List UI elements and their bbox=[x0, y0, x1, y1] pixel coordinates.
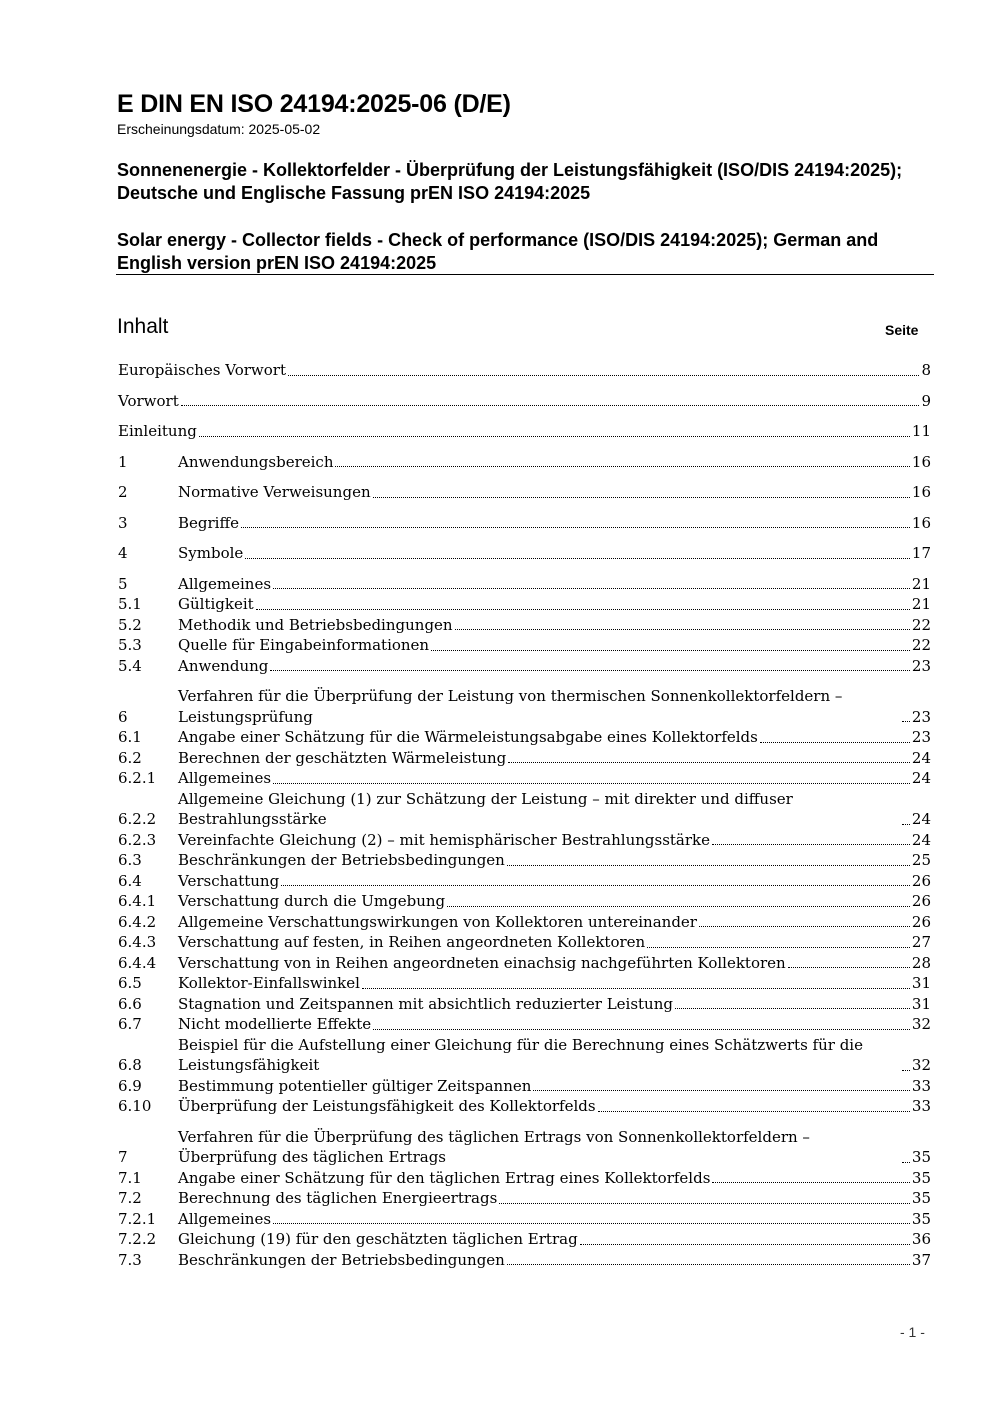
toc-dot-leader bbox=[270, 670, 910, 671]
toc-entry-page: 35 bbox=[911, 1148, 931, 1166]
toc-entry-number: 6.7 bbox=[118, 1015, 142, 1033]
toc-entry-title: Begriffe bbox=[178, 513, 240, 532]
toc-entry-page: 26 bbox=[911, 892, 931, 910]
toc-dot-leader bbox=[273, 1223, 910, 1224]
toc-dot-leader bbox=[760, 742, 910, 743]
toc-entry-title: Anwendung bbox=[178, 656, 269, 675]
toc-entry-title: Einleitung bbox=[118, 422, 197, 440]
toc-dot-leader bbox=[499, 1203, 910, 1204]
toc-entry-page: 35 bbox=[911, 1189, 931, 1207]
toc-entry[interactable] bbox=[118, 1096, 931, 1117]
toc-entry-number: 6.4.2 bbox=[118, 912, 157, 931]
toc-entry-title: Methodik und Betriebsbedingungen bbox=[178, 615, 453, 634]
toc-entry-page: 37 bbox=[911, 1250, 931, 1269]
toc-entry-number: 5.1 bbox=[118, 595, 142, 613]
toc-entry-page: 27 bbox=[911, 933, 931, 951]
toc-entry-number: 6.6 bbox=[118, 994, 142, 1013]
table-of-contents bbox=[118, 360, 931, 1270]
toc-entry[interactable] bbox=[118, 635, 931, 656]
toc-entry-number: 6.4 bbox=[118, 871, 142, 890]
toc-entry-number: 6.2.3 bbox=[118, 830, 157, 849]
toc-entry-number: 7.1 bbox=[118, 1168, 142, 1187]
toc-entry[interactable] bbox=[118, 615, 931, 636]
toc-entry-page: 35 bbox=[911, 1209, 931, 1228]
toc-heading: Inhalt bbox=[117, 315, 169, 338]
toc-entry-title: Verschattung bbox=[178, 871, 280, 890]
toc-entry-number: 5.3 bbox=[118, 636, 142, 654]
toc-dot-leader bbox=[241, 527, 910, 528]
toc-entry-page: 16 bbox=[911, 513, 931, 532]
toc-entry[interactable] bbox=[118, 574, 931, 595]
toc-entry-title: Europäisches Vorwort bbox=[118, 361, 286, 379]
toc-entry[interactable] bbox=[118, 1229, 931, 1250]
toc-entry[interactable] bbox=[118, 360, 931, 381]
toc-entry-page: 28 bbox=[911, 953, 931, 972]
toc-entry-number: 6.4.3 bbox=[118, 933, 157, 951]
toc-entry-title: Bestimmung potentieller gültiger Zeitspannen bbox=[178, 1076, 532, 1095]
toc-entry-number: 6.2.2 bbox=[118, 810, 157, 828]
toc-dot-leader bbox=[508, 762, 910, 763]
toc-entry-title: Allgemeine Verschattungswirkungen von Kollektoren untereinander bbox=[178, 912, 697, 931]
title-english: Solar energy - Collector fields - Check of performance (ISO/DIS 24194:2025); German and English version prEN ISO 24194:2025 bbox=[117, 230, 879, 273]
toc-entry-number: 6.3 bbox=[118, 851, 142, 869]
toc-dot-leader bbox=[507, 865, 910, 866]
toc-entry-page: 36 bbox=[911, 1230, 931, 1248]
toc-entry-page: 16 bbox=[911, 452, 931, 471]
toc-entry-title: Überprüfung der Leistungsfähigkeit des Kollektorfelds bbox=[178, 1097, 596, 1115]
header-rule bbox=[116, 274, 934, 275]
toc-entry-page: 21 bbox=[911, 595, 931, 613]
toc-entry-page: 16 bbox=[911, 483, 931, 501]
toc-entry[interactable] bbox=[118, 994, 931, 1015]
document-id: E DIN EN ISO 24194:2025-06 (D/E) bbox=[117, 90, 511, 118]
toc-entry-page: 23 bbox=[911, 656, 931, 675]
toc-entry-title: Allgemeines bbox=[178, 769, 272, 787]
toc-entry-number: 6.2 bbox=[118, 748, 142, 767]
toc-entry-title: Normative Verweisungen bbox=[178, 483, 371, 501]
toc-entry-page: 24 bbox=[911, 748, 931, 767]
toc-entry-page: 32 bbox=[911, 1056, 931, 1074]
toc-dot-leader bbox=[373, 497, 910, 498]
toc-entry[interactable] bbox=[118, 871, 931, 892]
toc-entry-number: 6.10 bbox=[118, 1097, 152, 1115]
toc-entry-title: Beschränkungen der Betriebsbedingungen bbox=[178, 1250, 505, 1269]
toc-dot-leader bbox=[712, 844, 910, 845]
toc-entry[interactable] bbox=[118, 1188, 931, 1209]
toc-entry-title: Verschattung auf festen, in Reihen angeordneten Kollektoren bbox=[178, 933, 646, 951]
toc-dot-leader bbox=[598, 1111, 910, 1112]
toc-entry-title: Beispiel für die Aufstellung einer Gleichung für die Berechnung eines Schätzwerts für die Leistungsfähigkeit bbox=[178, 1035, 863, 1074]
toc-entry-number: 1 bbox=[118, 452, 128, 471]
toc-entry[interactable] bbox=[118, 850, 931, 871]
toc-entry-title: Beschränkungen der Betriebsbedingungen bbox=[178, 851, 505, 869]
toc-dot-leader bbox=[902, 1162, 910, 1163]
toc-dot-leader bbox=[281, 885, 910, 886]
toc-entry-page: 26 bbox=[911, 912, 931, 931]
toc-entry[interactable] bbox=[118, 1076, 931, 1097]
toc-entry-number: 4 bbox=[118, 544, 128, 562]
toc-entry-title: Gültigkeit bbox=[178, 595, 254, 613]
toc-entry[interactable] bbox=[118, 1127, 931, 1168]
toc-entry-page: 22 bbox=[911, 615, 931, 634]
toc-entry[interactable] bbox=[118, 932, 931, 953]
toc-entry-title: Allgemeine Gleichung (1) zur Schätzung der Leistung – mit direkter und diffuser Bestrahlungsstärke bbox=[178, 789, 793, 828]
toc-entry[interactable] bbox=[118, 1168, 931, 1189]
toc-entry-title: Allgemeines bbox=[178, 1209, 272, 1228]
toc-entry-number: 6.9 bbox=[118, 1076, 142, 1095]
toc-entry-number: 7.2.2 bbox=[118, 1230, 157, 1248]
toc-dot-leader bbox=[273, 783, 910, 784]
toc-entry-page: 22 bbox=[911, 636, 931, 654]
footer-page-number: - 1 - bbox=[900, 1324, 925, 1340]
toc-entry-title: Allgemeines bbox=[178, 574, 272, 593]
toc-entry[interactable] bbox=[118, 686, 931, 727]
toc-entry[interactable] bbox=[118, 1209, 931, 1230]
toc-dot-leader bbox=[288, 375, 919, 376]
toc-dot-leader bbox=[256, 609, 910, 610]
toc-dot-leader bbox=[580, 1244, 910, 1245]
toc-entry-page: 33 bbox=[911, 1097, 931, 1115]
toc-entry-number: 2 bbox=[118, 483, 128, 501]
toc-entry-title: Verschattung durch die Umgebung bbox=[178, 892, 446, 910]
toc-entry-number: 7.2.1 bbox=[118, 1209, 157, 1228]
toc-entry[interactable] bbox=[118, 543, 931, 564]
toc-entry-title: Kollektor-Einfallswinkel bbox=[178, 974, 360, 992]
toc-entry[interactable] bbox=[118, 1014, 931, 1035]
toc-entry-title: Nicht modellierte Effekte bbox=[178, 1015, 372, 1033]
toc-entry-number: 6.4.1 bbox=[118, 892, 157, 910]
toc-entry-page: 24 bbox=[911, 830, 931, 849]
toc-entry-title: Berechnen der geschätzten Wärmeleistung bbox=[178, 748, 507, 767]
toc-entry[interactable] bbox=[118, 1250, 931, 1271]
toc-dot-leader bbox=[373, 1029, 910, 1030]
toc-entry-page: 24 bbox=[911, 769, 931, 787]
toc-entry-page: 8 bbox=[921, 361, 931, 379]
toc-dot-leader bbox=[431, 650, 910, 651]
toc-entry-title: Gleichung (19) für den geschätzten täglichen Ertrag bbox=[178, 1230, 578, 1248]
toc-dot-leader bbox=[362, 988, 910, 989]
publication-date: Erscheinungsdatum: 2025-05-02 bbox=[117, 121, 321, 137]
toc-entry-number: 7.2 bbox=[118, 1189, 142, 1207]
toc-entry[interactable] bbox=[118, 891, 931, 912]
toc-entry-title: Vorwort bbox=[118, 391, 179, 410]
toc-entry-title: Angabe einer Schätzung für den täglichen Ertrag eines Kollektorfelds bbox=[178, 1168, 711, 1187]
toc-entry[interactable] bbox=[118, 912, 931, 933]
toc-dot-leader bbox=[647, 947, 910, 948]
toc-entry-page: 33 bbox=[911, 1076, 931, 1095]
toc-entry[interactable] bbox=[118, 482, 931, 503]
toc-dot-leader bbox=[902, 1070, 910, 1071]
toc-entry[interactable] bbox=[118, 953, 931, 974]
toc-dot-leader bbox=[675, 1008, 910, 1009]
toc-entry-title: Verschattung von in Reihen angeordneten einachsig nachgeführten Kollektoren bbox=[178, 953, 786, 972]
toc-entry-title: Stagnation und Zeitspannen mit absichtlich reduzierter Leistung bbox=[178, 994, 673, 1013]
toc-entry-number: 5.2 bbox=[118, 615, 142, 634]
toc-entry-title: Anwendungsbereich bbox=[178, 452, 334, 471]
toc-entry-page: 24 bbox=[911, 810, 931, 828]
toc-entry-number: 3 bbox=[118, 513, 128, 532]
toc-dot-leader bbox=[902, 721, 910, 722]
toc-entry-page: 35 bbox=[911, 1168, 931, 1187]
toc-entry-page: 23 bbox=[911, 707, 931, 726]
toc-entry-number: 5.4 bbox=[118, 656, 142, 675]
toc-dot-leader bbox=[788, 967, 910, 968]
toc-entry-number: 6.4.4 bbox=[118, 953, 157, 972]
toc-dot-leader bbox=[273, 588, 910, 589]
toc-entry[interactable] bbox=[118, 748, 931, 769]
toc-entry-page: 17 bbox=[911, 544, 931, 562]
toc-entry-title: Verfahren für die Überprüfung der Leistung von thermischen Sonnenkollektorfeldern – Leistungsprüfung bbox=[178, 687, 843, 726]
toc-dot-leader bbox=[335, 466, 909, 467]
toc-entry[interactable] bbox=[118, 656, 931, 677]
toc-entry[interactable] bbox=[118, 1035, 931, 1076]
toc-dot-leader bbox=[902, 824, 910, 825]
toc-entry[interactable] bbox=[118, 594, 931, 615]
toc-entry[interactable] bbox=[118, 973, 931, 994]
toc-entry-page: 26 bbox=[911, 871, 931, 890]
toc-entry-number: 6.2.1 bbox=[118, 769, 157, 787]
toc-entry-page: 31 bbox=[911, 994, 931, 1013]
toc-entry[interactable] bbox=[118, 452, 931, 473]
toc-entry[interactable] bbox=[118, 421, 931, 442]
toc-entry-number: 6.8 bbox=[118, 1056, 142, 1074]
toc-entry-number: 7.3 bbox=[118, 1250, 142, 1269]
toc-dot-leader bbox=[507, 1264, 910, 1265]
toc-entry[interactable] bbox=[118, 830, 931, 851]
toc-entry-title: Angabe einer Schätzung für die Wärmeleistungsabgabe eines Kollektorfelds bbox=[178, 728, 758, 746]
toc-entry-page: 11 bbox=[911, 422, 931, 440]
toc-entry-number: 7 bbox=[118, 1148, 128, 1166]
toc-entry-title: Verfahren für die Überprüfung des täglichen Ertrags von Sonnenkollektorfeldern – Überprüfung des täglichen Ertrags bbox=[178, 1127, 810, 1166]
toc-entry-page: 23 bbox=[911, 728, 931, 746]
toc-dot-leader bbox=[245, 558, 910, 559]
toc-entry-title: Quelle für Eingabeinformationen bbox=[178, 636, 430, 654]
toc-entry-page: 32 bbox=[911, 1015, 931, 1033]
toc-entry-page: 9 bbox=[921, 391, 931, 410]
toc-entry-page: 31 bbox=[911, 974, 931, 992]
toc-dot-leader bbox=[699, 926, 910, 927]
toc-entry-page: 21 bbox=[911, 574, 931, 593]
toc-entry-number: 6 bbox=[118, 707, 128, 726]
toc-entry[interactable] bbox=[118, 391, 931, 412]
toc-entry-number: 5 bbox=[118, 574, 128, 593]
toc-dot-leader bbox=[199, 436, 910, 437]
toc-entry-page: 25 bbox=[911, 851, 931, 869]
toc-entry[interactable] bbox=[118, 727, 931, 748]
toc-entry-title: Berechnung des täglichen Energieertrags bbox=[178, 1189, 498, 1207]
title-german: Sonnenenergie - Kollektorfelder - Überprüfung der Leistungsfähigkeit (ISO/DIS 24194:2025); Deutsche und Englische Fassung prEN ISO 24194:2025 bbox=[117, 160, 903, 203]
toc-dot-leader bbox=[181, 405, 920, 406]
toc-entry[interactable] bbox=[118, 768, 931, 789]
toc-dot-leader bbox=[712, 1182, 910, 1183]
toc-entry-title: Symbole bbox=[178, 544, 244, 562]
toc-dot-leader bbox=[447, 906, 910, 907]
toc-entry-title: Vereinfachte Gleichung (2) – mit hemisphärischer Bestrahlungsstärke bbox=[178, 830, 711, 849]
toc-entry-number: 6.5 bbox=[118, 974, 142, 992]
toc-page-label: Seite bbox=[885, 322, 919, 338]
toc-entry[interactable] bbox=[118, 513, 931, 534]
toc-entry-number: 6.1 bbox=[118, 728, 142, 746]
toc-dot-leader bbox=[533, 1090, 910, 1091]
toc-entry[interactable] bbox=[118, 789, 931, 830]
toc-dot-leader bbox=[455, 629, 910, 630]
